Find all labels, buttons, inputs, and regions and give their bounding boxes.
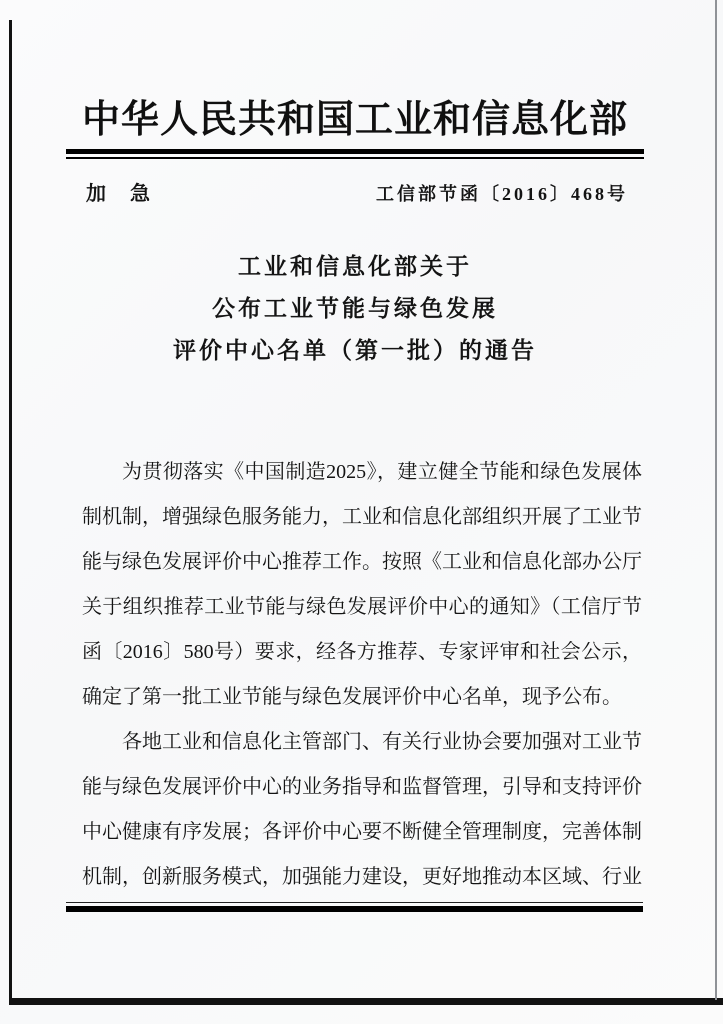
- body-line: 函〔2016〕580号）要求，经各方推荐、专家评审和社会公示，: [82, 641, 642, 663]
- document-title: [67, 246, 643, 372]
- urgency-label: 加 急: [86, 183, 152, 205]
- body-line: 中心健康有序发展；各评价中心要不断健全管理制度，完善体制: [82, 821, 642, 843]
- body-line: 为贯彻落实《中国制造2025》，建立健全节能和绿色发展体: [122, 461, 642, 483]
- title-line-2: 公布工业节能与绿色发展: [212, 296, 498, 321]
- scan-border-bottom: [9, 998, 723, 1005]
- body-line: 各地工业和信息化主管部门、有关行业协会要加强对工业节: [122, 731, 642, 753]
- body-line: 确定了第一批工业节能与绿色发展评价中心名单，现予公布。: [82, 686, 622, 708]
- document-body: [82, 450, 642, 900]
- document-number: 工信部节函〔2016〕468号: [376, 184, 628, 204]
- footer-double-rule: [66, 902, 643, 912]
- body-line: 能与绿色发展评价中心的业务指导和监督管理，引导和支持评价: [82, 776, 642, 798]
- body-line: 能与绿色发展评价中心推荐工作。按照《工业和信息化部办公厅: [82, 551, 642, 573]
- body-line: 机制，创新服务模式，加强能力建设，更好地推动本区域、行业: [82, 866, 642, 888]
- scan-edge-right: [715, 0, 717, 1000]
- body-line: 制机制，增强绿色服务能力，工业和信息化部组织开展了工业节: [82, 506, 642, 528]
- body-line: 关于组织推荐工业节能与绿色发展评价中心的通知》（工信厅节: [82, 596, 642, 618]
- agency-name: 中华人民共和国工业和信息化部: [81, 99, 628, 141]
- letterhead-double-rule: [66, 149, 644, 159]
- title-line-3: 评价中心名单（第一批）的通告: [173, 338, 537, 363]
- document-meta-row: [86, 177, 628, 206]
- scan-border-left: [9, 20, 12, 1004]
- title-line-1: 工业和信息化部关于: [238, 254, 472, 279]
